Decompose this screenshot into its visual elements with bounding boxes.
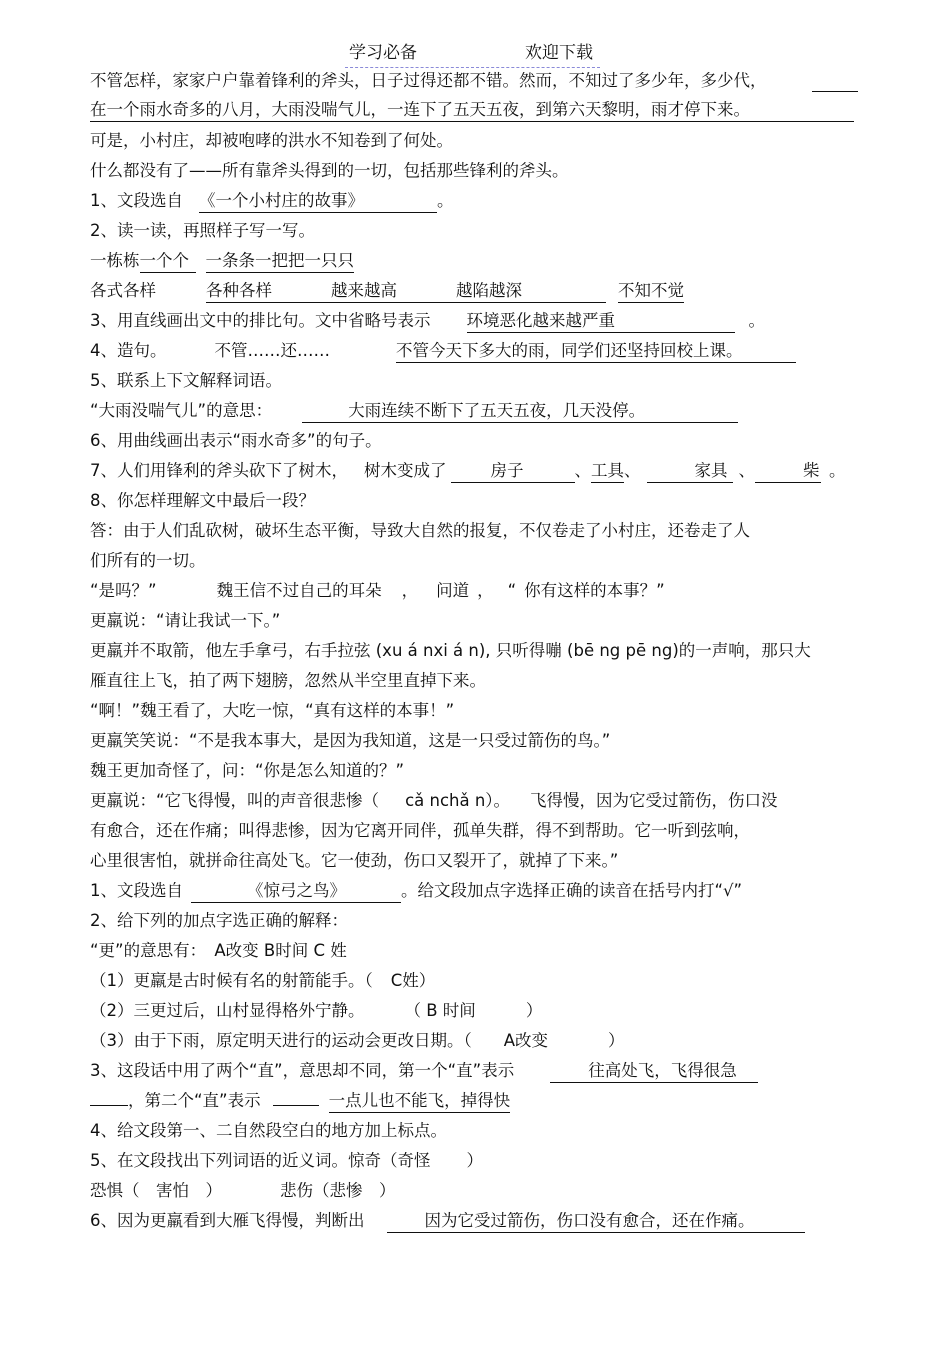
q2-5-synonym2: 悲伤（悲惨 ） xyxy=(280,1181,396,1200)
passage1-line1: 不管怎样，家家户户靠着锋利的斧头，日子过得还都不错。然而，不知过了多少年，多少代， xyxy=(90,71,767,90)
passage2-line1-f: “ xyxy=(507,581,517,600)
q1-2-row2-answer1: 各种各样 xyxy=(206,281,331,303)
q1-2-row1-answer1: 一个个 xyxy=(140,251,196,273)
passage2-line1-e: ， xyxy=(477,581,494,600)
page-header xyxy=(345,41,600,68)
q2-1 xyxy=(90,880,742,903)
q1-7-sep2: 、 xyxy=(624,461,641,480)
q2-3-answer1: 往高处飞，飞得很急 xyxy=(550,1061,758,1083)
passage1-line2-underline xyxy=(90,121,854,122)
q1-2-row2-example: 各式各样 xyxy=(90,281,156,300)
passage2-line1-a: “是吗？” xyxy=(90,581,157,600)
passage2-line8-b: cǎ nchǎ n）。 xyxy=(405,791,511,810)
q1-2-row1-example: 一栋栋 xyxy=(90,251,140,270)
q2-4: 4、给文段第一、二自然段空白的地方加上标点。 xyxy=(90,1121,447,1140)
q1-2-row2-answer2: 越来越高 xyxy=(331,281,456,303)
q2-1-suffix: 。给文段加点字选择正确的读音在括号内打“√” xyxy=(401,881,743,900)
q1-4-prompt: 4、造句。 xyxy=(90,341,167,360)
q1-7-prompt-mid: 树木变成了 xyxy=(364,461,447,480)
q2-2-s3-end: ） xyxy=(608,1031,625,1050)
q1-6: 6、用曲线画出表示“雨水奇多”的句子。 xyxy=(90,431,382,450)
q2-6-prompt: 6、因为更羸看到大雁飞得慢，判断出 xyxy=(90,1211,365,1230)
q1-5-explain xyxy=(90,400,738,423)
q2-2-s1-answer: C姓） xyxy=(390,971,436,990)
q1-5-answer: 大雨连续不断下了五天五夜，几天没停。 xyxy=(302,401,738,423)
q1-3-suffix: 。 xyxy=(748,311,765,330)
q2-2-s3-text: （3）由于下雨，原定明天进行的运动会更改日期。（ xyxy=(90,1031,472,1050)
q1-4 xyxy=(90,340,796,363)
q1-2-row2-answer4: 不知不觉 xyxy=(618,281,684,303)
q2-2-s2-text: （2）三更过后，山村显得格外宁静。 xyxy=(90,1001,365,1020)
q2-2-s1 xyxy=(90,970,435,992)
passage2-line8-a: 更羸说：“它飞得慢，叫的声音很悲惨（ xyxy=(90,791,380,810)
passage2-line8 xyxy=(90,790,778,812)
passage2-line3 xyxy=(90,640,811,662)
q2-3-prompt-mid: ，第二个“直”表示 xyxy=(128,1091,261,1110)
q2-3-answer1-tail xyxy=(90,1104,128,1106)
q2-2-s2 xyxy=(90,1000,542,1022)
q1-3 xyxy=(90,310,765,333)
passage2-line4: 雁直往上飞，拍了两下翅膀，忽然从半空里直掉下来。 xyxy=(90,671,486,690)
passage1-line2: 在一个雨水奇多的八月，大雨没喘气儿，一连下了五天五夜，到第六天黎明，雨才停下来。 xyxy=(90,100,750,119)
q1-8-answer-line1: 答：由于人们乱砍树，破坏生态平衡，导致大自然的报复，不仅卷走了小村庄，还卷走了人 xyxy=(90,521,750,540)
q2-2: 2、给下列的加点字选正确的解释： xyxy=(90,911,348,930)
q2-3-prompt: 3、这段话中用了两个“直”，意思却不同，第一个“直”表示 xyxy=(90,1061,515,1080)
q1-8: 8、你怎样理解文中最后一段？ xyxy=(90,491,315,510)
q1-5: 5、联系上下文解释词语。 xyxy=(90,371,282,390)
q1-7-answer4: 柴 xyxy=(755,461,821,483)
passage2-line6: 更羸笑笑说：“不是我本事大，是因为我知道，这是一只受过箭伤的鸟。” xyxy=(90,731,611,750)
q1-7-sep1: 、 xyxy=(574,461,591,480)
q2-3-blank xyxy=(273,1104,319,1106)
q2-2-meanings: “更”的意思有： A改变 B时间 C 姓 xyxy=(90,941,347,960)
q1-7-answer1: 房子 xyxy=(451,461,575,483)
q2-3-line2 xyxy=(90,1090,510,1113)
q2-2-s3 xyxy=(90,1030,625,1052)
q2-5 xyxy=(90,1150,483,1172)
q2-6-answer: 因为它受过箭伤，伤口没有愈合，还在作痛。 xyxy=(387,1211,805,1233)
q1-7 xyxy=(90,460,846,483)
q2-3 xyxy=(90,1060,758,1083)
q1-2: 2、读一读，再照样子写一写。 xyxy=(90,221,315,240)
q1-1-prompt: 1、文段选自 xyxy=(90,191,183,210)
passage2-line10: 心里很害怕，就拼命往高处飞。它一使劲，伤口又裂开了，就掉了下来。” xyxy=(90,851,619,870)
q1-8-answer-line2: 们所有的一切。 xyxy=(90,551,206,570)
q1-7-sep3: 、 xyxy=(738,461,755,480)
q1-7-prompt: 7、人们用锋利的斧头砍下了树木， xyxy=(90,461,348,480)
q2-2-s2-answer: （ B 时间 xyxy=(404,1001,476,1020)
q2-1-answer: 《惊弓之鸟》 xyxy=(191,881,401,903)
passage2-line1-b: 魏王信不过自己的耳朵 xyxy=(216,581,382,600)
q2-5-prompt: 5、在文段找出下列词语的近义词。惊奇（奇怪 xyxy=(90,1151,431,1170)
passage2-line3-a: 更羸并不取箭，他左手拿弓，右手拉弦 (xu á nxi á n), 只听得嘣 (bē ng pē ng) xyxy=(90,641,679,660)
q2-5-line2 xyxy=(90,1180,396,1202)
passage2-line5: “啊！”魏王看了，大吃一惊，“真有这样的本事！” xyxy=(90,701,455,720)
q1-2-row2 xyxy=(90,280,684,303)
q2-5-synonym1: 恐惧（ 害怕 ） xyxy=(90,1181,222,1200)
q2-3-answer2: 一点儿也不能飞，掉得快 xyxy=(329,1091,511,1113)
q1-7-answer3: 家具 xyxy=(647,461,733,483)
header-left-text: 学习必备 xyxy=(349,43,417,63)
passage2-line2: 更羸说：“请让我试一下。” xyxy=(90,611,281,630)
q1-7-answer2: 工具 xyxy=(591,461,624,483)
passage1-line1-underline xyxy=(812,91,858,92)
passage2-line8-c: 飞得慢，因为它受过箭伤，伤口没 xyxy=(530,791,778,810)
passage2-line1-g: 你有这样的本事？” xyxy=(524,581,665,600)
q1-7-suffix: 。 xyxy=(829,461,846,480)
passage2-line1-c: ， xyxy=(401,581,419,600)
q1-5-term: “大雨没喘气儿”的意思： xyxy=(90,401,273,420)
passage2-line9: 有愈合，还在作痛；叫得悲惨，因为它离开同伴，孤单失群，得不到帮助。它一听到弦响， xyxy=(90,821,750,840)
q2-5-end: ） xyxy=(466,1151,483,1170)
passage2-line1 xyxy=(90,580,665,602)
q2-1-prompt: 1、文段选自 xyxy=(90,881,183,900)
q1-2-row1 xyxy=(90,250,354,273)
q1-2-row1-answer2: 一条条一把把一只只 xyxy=(206,251,355,273)
passage1-line3: 可是，小村庄，却被咆哮的洪水不知卷到了何处。 xyxy=(90,131,453,150)
q1-1-answer: 《一个小村庄的故事》 xyxy=(199,191,437,213)
q2-2-s2-end: ） xyxy=(525,1001,543,1020)
q2-2-s3-answer: A改变 xyxy=(503,1031,549,1050)
passage2-line7: 魏王更加奇怪了，问：“你是怎么知道的？” xyxy=(90,761,405,780)
q1-1 xyxy=(90,190,454,213)
q1-3-answer: 环境恶化越来越严重 xyxy=(467,311,735,333)
q1-4-answer: 不管今天下多大的雨，同学们还坚持回校上课。 xyxy=(396,341,796,363)
q2-6 xyxy=(90,1210,805,1233)
q1-1-suffix: 。 xyxy=(437,191,454,210)
q2-2-s1-text: （1）更羸是古时候有名的射箭能手。（ xyxy=(90,971,373,990)
q1-3-prompt: 3、用直线画出文中的排比句。文中省略号表示 xyxy=(90,311,431,330)
q1-4-pattern: 不管……还…… xyxy=(214,341,330,360)
passage2-line1-d: 问道 xyxy=(436,581,470,600)
q1-2-row2-answer3: 越陷越深 xyxy=(456,281,606,303)
passage1-line4: 什么都没有了——所有靠斧头得到的一切，包括那些锋利的斧头。 xyxy=(90,161,569,180)
header-right-text: 欢迎下载 xyxy=(525,43,593,63)
passage2-line3-b: 的一声响，那只大 xyxy=(678,641,811,660)
